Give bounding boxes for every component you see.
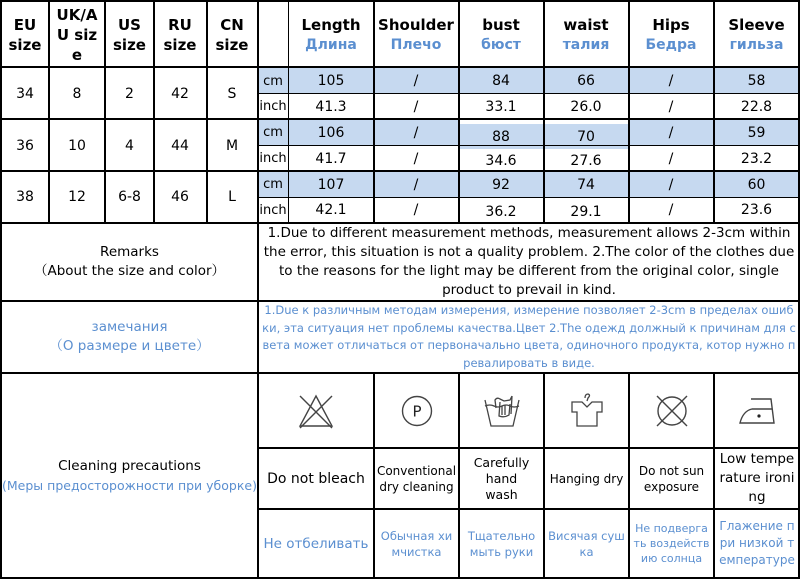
cell-waist: 29.1	[570, 204, 602, 220]
cell-bust: 33.1	[485, 98, 517, 115]
care-label-low-iron: Low temperature ironing	[719, 451, 795, 505]
care-icon-cell-hanging-dry	[545, 374, 628, 447]
care-label-hand-wash: Carefully hand wash	[473, 454, 530, 502]
size-row-l-us: 6-8	[118, 189, 141, 205]
size-row-s-us: 2	[125, 85, 134, 102]
header-sleeve-en: Sleeve	[728, 15, 785, 34]
grid-line	[373, 0, 375, 223]
cell-bust: 92	[459, 172, 543, 197]
header-us-label: US size	[113, 15, 146, 54]
cell-shoulder: /	[374, 172, 458, 197]
low-iron-icon	[737, 395, 777, 427]
header-sleeve	[714, 2, 799, 67]
remarks-label	[2, 224, 257, 300]
header-length-ru: Длина	[305, 36, 357, 53]
unit-cm: cm	[258, 120, 288, 145]
remarks-subtitle: （About the size and color）	[33, 263, 226, 279]
unit-cm: cm	[258, 68, 288, 94]
remarks-ru-subtitle: （О размере и цвете）	[49, 338, 210, 354]
remarks-ru-title: замечания	[91, 319, 168, 335]
grid-line	[257, 93, 800, 94]
header-waist	[544, 2, 628, 67]
size-row-m-uk: 10	[68, 137, 86, 154]
cell-hips: /	[668, 202, 674, 218]
cell-sleeve: 23.2	[740, 150, 773, 167]
cell-waist: 66	[544, 68, 628, 94]
care-label-no-sun: Do not sun exposure	[638, 463, 705, 494]
grid-line	[543, 372, 545, 579]
cell-shoulder: /	[374, 68, 458, 94]
header-shoulder-ru: Плечо	[390, 36, 442, 53]
cell-length: 105	[289, 68, 373, 94]
dry-clean-p-icon	[400, 394, 434, 428]
size-row-m-cn: M	[225, 137, 239, 154]
unit-inch: inch	[259, 99, 287, 114]
grid-line	[257, 447, 800, 449]
header-us-size	[106, 2, 153, 67]
header-eu-size	[2, 2, 48, 67]
grid-line	[373, 372, 375, 579]
header-uk-label: UK/AU size	[56, 5, 98, 64]
size-row-l-eu: 38	[16, 189, 34, 205]
size-row-m-ru: 44	[171, 137, 189, 154]
care-icon-cell-dry-clean	[375, 374, 458, 447]
grid-line	[257, 508, 800, 510]
cell-shoulder: /	[413, 98, 419, 115]
cell-hips: /	[668, 150, 674, 167]
cell-length: 41.3	[315, 98, 347, 115]
unit-inch: inch	[259, 202, 287, 218]
care-label-dry-clean: Conventional dry cleaning	[376, 463, 457, 494]
grid-line	[257, 197, 800, 198]
care-icon-cell-no-bleach	[259, 374, 373, 447]
header-bust	[459, 2, 543, 67]
cell-length: 42.1	[315, 202, 347, 218]
cell-hips: /	[629, 172, 713, 197]
cell-hips: /	[629, 68, 713, 94]
cell-shoulder: /	[374, 120, 458, 145]
cleaning-subtitle: (Меры предосторожности при уборке)	[2, 477, 257, 493]
grid-line	[543, 0, 545, 223]
care-icon-cell-hand-wash	[460, 374, 543, 447]
header-sleeve-ru: гильза	[729, 36, 784, 53]
size-row-l-cn: L	[228, 189, 236, 205]
grid-line	[458, 372, 460, 579]
care-icon-cell-no-sun	[630, 374, 713, 447]
header-length-en: Length	[301, 15, 361, 34]
cell-waist: 70	[544, 124, 628, 149]
cell-sleeve: 58	[714, 68, 799, 94]
size-row-l-ru: 46	[171, 189, 189, 205]
care-icon-cell-low-iron	[715, 374, 799, 447]
cell-shoulder: /	[413, 202, 419, 218]
cell-sleeve: 60	[714, 172, 799, 197]
header-eu-label: EU size	[8, 15, 42, 54]
header-ru-label: RU size	[163, 15, 197, 54]
size-row-s-uk: 8	[72, 85, 82, 102]
grid-line	[153, 0, 155, 223]
header-bust-ru: бюст	[481, 36, 521, 53]
grid-line	[0, 222, 800, 224]
remarks-ru-label	[2, 302, 257, 372]
care-label-no-bleach: Do not bleach	[267, 470, 365, 487]
header-hips-en: Hips	[652, 15, 690, 34]
care-label-hanging-dry: Hanging dry	[549, 471, 624, 486]
header-hips	[629, 2, 713, 67]
grid-line	[48, 0, 50, 223]
svg-text:P: P	[411, 402, 422, 420]
size-row-s-ru: 42	[171, 85, 189, 102]
cell-length: 107	[289, 172, 373, 197]
grid-line	[257, 0, 259, 579]
grid-line	[458, 0, 460, 223]
cell-sleeve: 23.6	[740, 202, 773, 218]
header-cn-size	[207, 2, 257, 67]
cleaning-title: Cleaning precautions	[58, 457, 201, 474]
header-length	[289, 2, 373, 67]
header-waist-en: waist	[563, 15, 609, 34]
hanging-dry-icon	[568, 392, 606, 430]
grid-line	[0, 0, 800, 2]
cell-bust: 34.6	[485, 152, 517, 169]
cell-hips: /	[668, 98, 674, 115]
cell-bust: 36.2	[485, 204, 517, 220]
header-ru-size	[154, 2, 206, 67]
care-label-ru-hand-wash: Тщательно мыть руки	[467, 528, 536, 559]
grid-line	[628, 372, 630, 579]
care-label-ru-low-iron: Глажение при низкой температуре	[719, 519, 795, 567]
remarks-text: 1.Due to different measurement methods, measurement allows 2-3cm within the error, this situation is not a quality problem. 2.The color of the clothes due to the reasons for the light may be different from the original color, single product to prevail in kind.	[263, 225, 795, 298]
cell-length: 41.7	[315, 150, 347, 167]
cell-sleeve: 59	[714, 120, 799, 145]
care-label-ru-dry-clean: Обычная химчистка	[380, 528, 453, 559]
care-label-ru-hanging-dry: Висячая сушка	[548, 528, 625, 559]
care-label-ru-no-bleach: Не отбеливать	[263, 535, 369, 552]
grid-line	[0, 66, 800, 68]
header-shoulder-en: Shoulder	[378, 15, 454, 34]
size-row-s-eu: 34	[16, 85, 34, 102]
grid-line	[628, 0, 630, 223]
grid-line	[0, 118, 800, 120]
unit-inch: inch	[259, 151, 287, 166]
header-bust-en: bust	[482, 15, 520, 34]
size-row-m-us: 4	[125, 137, 134, 154]
no-sun-icon	[654, 393, 690, 429]
cell-sleeve: 22.8	[740, 98, 773, 115]
header-uk-size	[49, 2, 105, 67]
cell-waist: 27.6	[570, 152, 602, 169]
grid-line	[0, 372, 800, 374]
grid-line	[288, 0, 289, 223]
grid-line	[257, 145, 800, 146]
grid-line	[0, 0, 2, 579]
grid-line	[0, 170, 800, 172]
cell-shoulder: /	[413, 150, 419, 167]
care-label-ru-no-sun: Не подвергать воздействию солнца	[633, 522, 710, 565]
grid-line	[713, 372, 715, 579]
grid-line	[713, 0, 715, 223]
header-unit	[258, 2, 288, 67]
cell-hips: /	[629, 120, 713, 145]
cleaning-label	[2, 374, 257, 577]
remarks-title: Remarks	[100, 244, 159, 260]
header-hips-ru: Бедра	[645, 36, 697, 53]
unit-cm: cm	[258, 172, 288, 197]
cell-bust: 84	[459, 68, 543, 94]
cell-length: 106	[289, 120, 373, 145]
header-waist-ru: талия	[562, 36, 610, 53]
grid-line	[206, 0, 208, 223]
header-shoulder	[374, 2, 458, 67]
size-row-s-cn: S	[227, 85, 237, 102]
cell-waist: 74	[544, 172, 628, 197]
header-cn-label: CN size	[215, 15, 249, 54]
remarks-ru-text: 1.Due к различным методам измерения, измерение позволяет 2-3cm в пределах ошибки, эта ситуация нет проблемы качества.Цвет 2.The одежд должный к причинам для света может отличаться от первоначально цвета, одиночного продукта, котор нужно превалировать в виде.	[262, 303, 796, 370]
hand-wash-icon	[482, 394, 522, 428]
cell-waist: 26.0	[570, 98, 602, 115]
cell-bust: 88	[459, 124, 543, 149]
grid-line	[0, 300, 800, 302]
size-row-m-eu: 36	[16, 137, 34, 154]
grid-line	[104, 0, 106, 223]
no-bleach-icon	[296, 392, 336, 430]
size-row-l-uk: 12	[68, 189, 86, 205]
